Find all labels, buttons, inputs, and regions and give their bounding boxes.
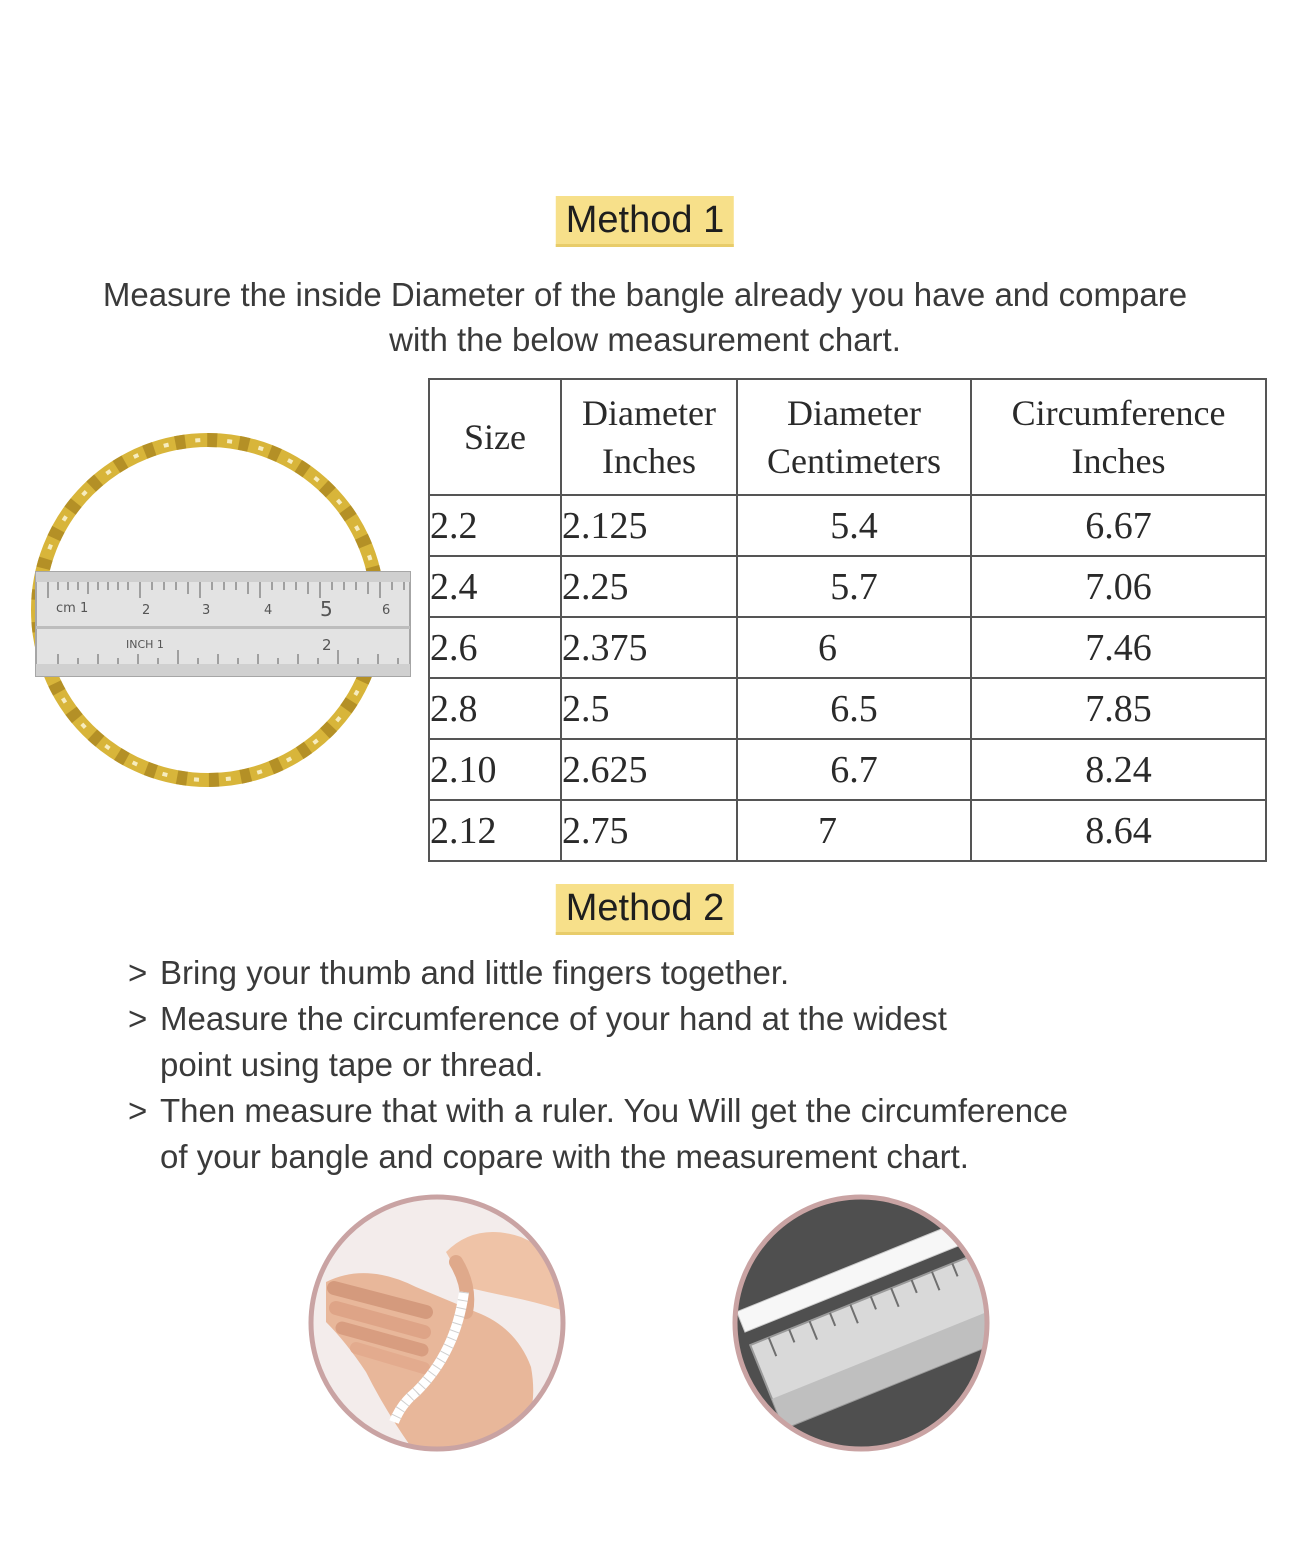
ruler-cm-label-2: 2 bbox=[142, 603, 151, 618]
circumference-cell: 7.06 bbox=[971, 556, 1266, 617]
step-marker: > bbox=[128, 1092, 148, 1129]
bangle-ruler-illustration bbox=[28, 420, 418, 800]
diameter-cm-cell: 7 bbox=[737, 800, 971, 861]
table-row bbox=[429, 739, 1266, 800]
step-3-line-2: of your bangle and copare with the measurement chart. bbox=[160, 1138, 969, 1175]
intro-line-1: Measure the inside Diameter of the bangle already you have and compare bbox=[102, 276, 1188, 313]
diameter-inches-cell: 2.5 bbox=[561, 678, 737, 739]
table-row bbox=[429, 495, 1266, 556]
diameter-cm-cell: 5.4 bbox=[737, 495, 971, 556]
header-size: Size bbox=[429, 379, 561, 495]
table-row bbox=[429, 800, 1266, 861]
circumference-cell: 7.46 bbox=[971, 617, 1266, 678]
diameter-cm-cell: 6.5 bbox=[737, 678, 971, 739]
list-item bbox=[128, 1088, 1248, 1180]
diameter-cm-cell: 6 bbox=[737, 617, 971, 678]
method-1-label: Method 1 bbox=[556, 196, 734, 247]
measurement-chart-table bbox=[428, 378, 1267, 862]
diameter-cm-cell: 5.7 bbox=[737, 556, 971, 617]
size-cell: 2.2 bbox=[429, 495, 561, 556]
step-marker: > bbox=[128, 954, 148, 991]
header-diameter-centimeters: Diameter Centimeters bbox=[737, 379, 971, 495]
step-marker: > bbox=[128, 1000, 148, 1037]
list-item bbox=[128, 950, 1248, 996]
header-circumference-inches: Circumference Inches bbox=[971, 379, 1266, 495]
diameter-inches-cell: 2.125 bbox=[561, 495, 737, 556]
header-diameter-inches: Diameter Inches bbox=[561, 379, 737, 495]
circumference-cell: 6.67 bbox=[971, 495, 1266, 556]
circumference-cell: 8.64 bbox=[971, 800, 1266, 861]
size-cell: 2.6 bbox=[429, 617, 561, 678]
diameter-inches-cell: 2.375 bbox=[561, 617, 737, 678]
circumference-cell: 7.85 bbox=[971, 678, 1266, 739]
ruler-photo bbox=[730, 1192, 992, 1454]
diameter-inches-cell: 2.625 bbox=[561, 739, 737, 800]
step-1-line-1: Bring your thumb and little fingers together. bbox=[160, 954, 790, 991]
method-2-label: Method 2 bbox=[556, 884, 734, 935]
size-cell: 2.12 bbox=[429, 800, 561, 861]
ruler-inch-label-2: 2 bbox=[322, 636, 332, 654]
list-item bbox=[128, 996, 1248, 1088]
table-row bbox=[429, 678, 1266, 739]
ruler-cm-label-1: cm 1 bbox=[56, 601, 89, 616]
circumference-cell: 8.24 bbox=[971, 739, 1266, 800]
ruler-cm-label-4: 4 bbox=[264, 603, 273, 618]
step-2-line-2: point using tape or thread. bbox=[160, 1046, 544, 1083]
ruler-cm-label-5: 5 bbox=[320, 597, 333, 621]
method-2-steps bbox=[128, 950, 1248, 1180]
ruler bbox=[36, 572, 410, 676]
step-3-line-1: Then measure that with a ruler. You Will get the circumference bbox=[160, 1092, 1068, 1129]
table-row bbox=[429, 617, 1266, 678]
ruler-cm-label-3: 3 bbox=[202, 603, 211, 618]
method-1-instructions bbox=[20, 272, 1270, 362]
table-header-row bbox=[429, 379, 1266, 495]
hand-measuring-photo bbox=[306, 1192, 568, 1454]
diameter-inches-cell: 2.75 bbox=[561, 800, 737, 861]
ruler-inch-label-1: INCH 1 bbox=[126, 638, 164, 651]
step-2-line-1: Measure the circumference of your hand at the widest bbox=[160, 1000, 947, 1037]
size-cell: 2.8 bbox=[429, 678, 561, 739]
ruler-cm-label-6: 6 bbox=[382, 603, 391, 618]
diameter-inches-cell: 2.25 bbox=[561, 556, 737, 617]
diameter-cm-cell: 6.7 bbox=[737, 739, 971, 800]
intro-line-2: with the below measurement chart. bbox=[389, 321, 901, 358]
size-cell: 2.4 bbox=[429, 556, 561, 617]
size-cell: 2.10 bbox=[429, 739, 561, 800]
table-row bbox=[429, 556, 1266, 617]
